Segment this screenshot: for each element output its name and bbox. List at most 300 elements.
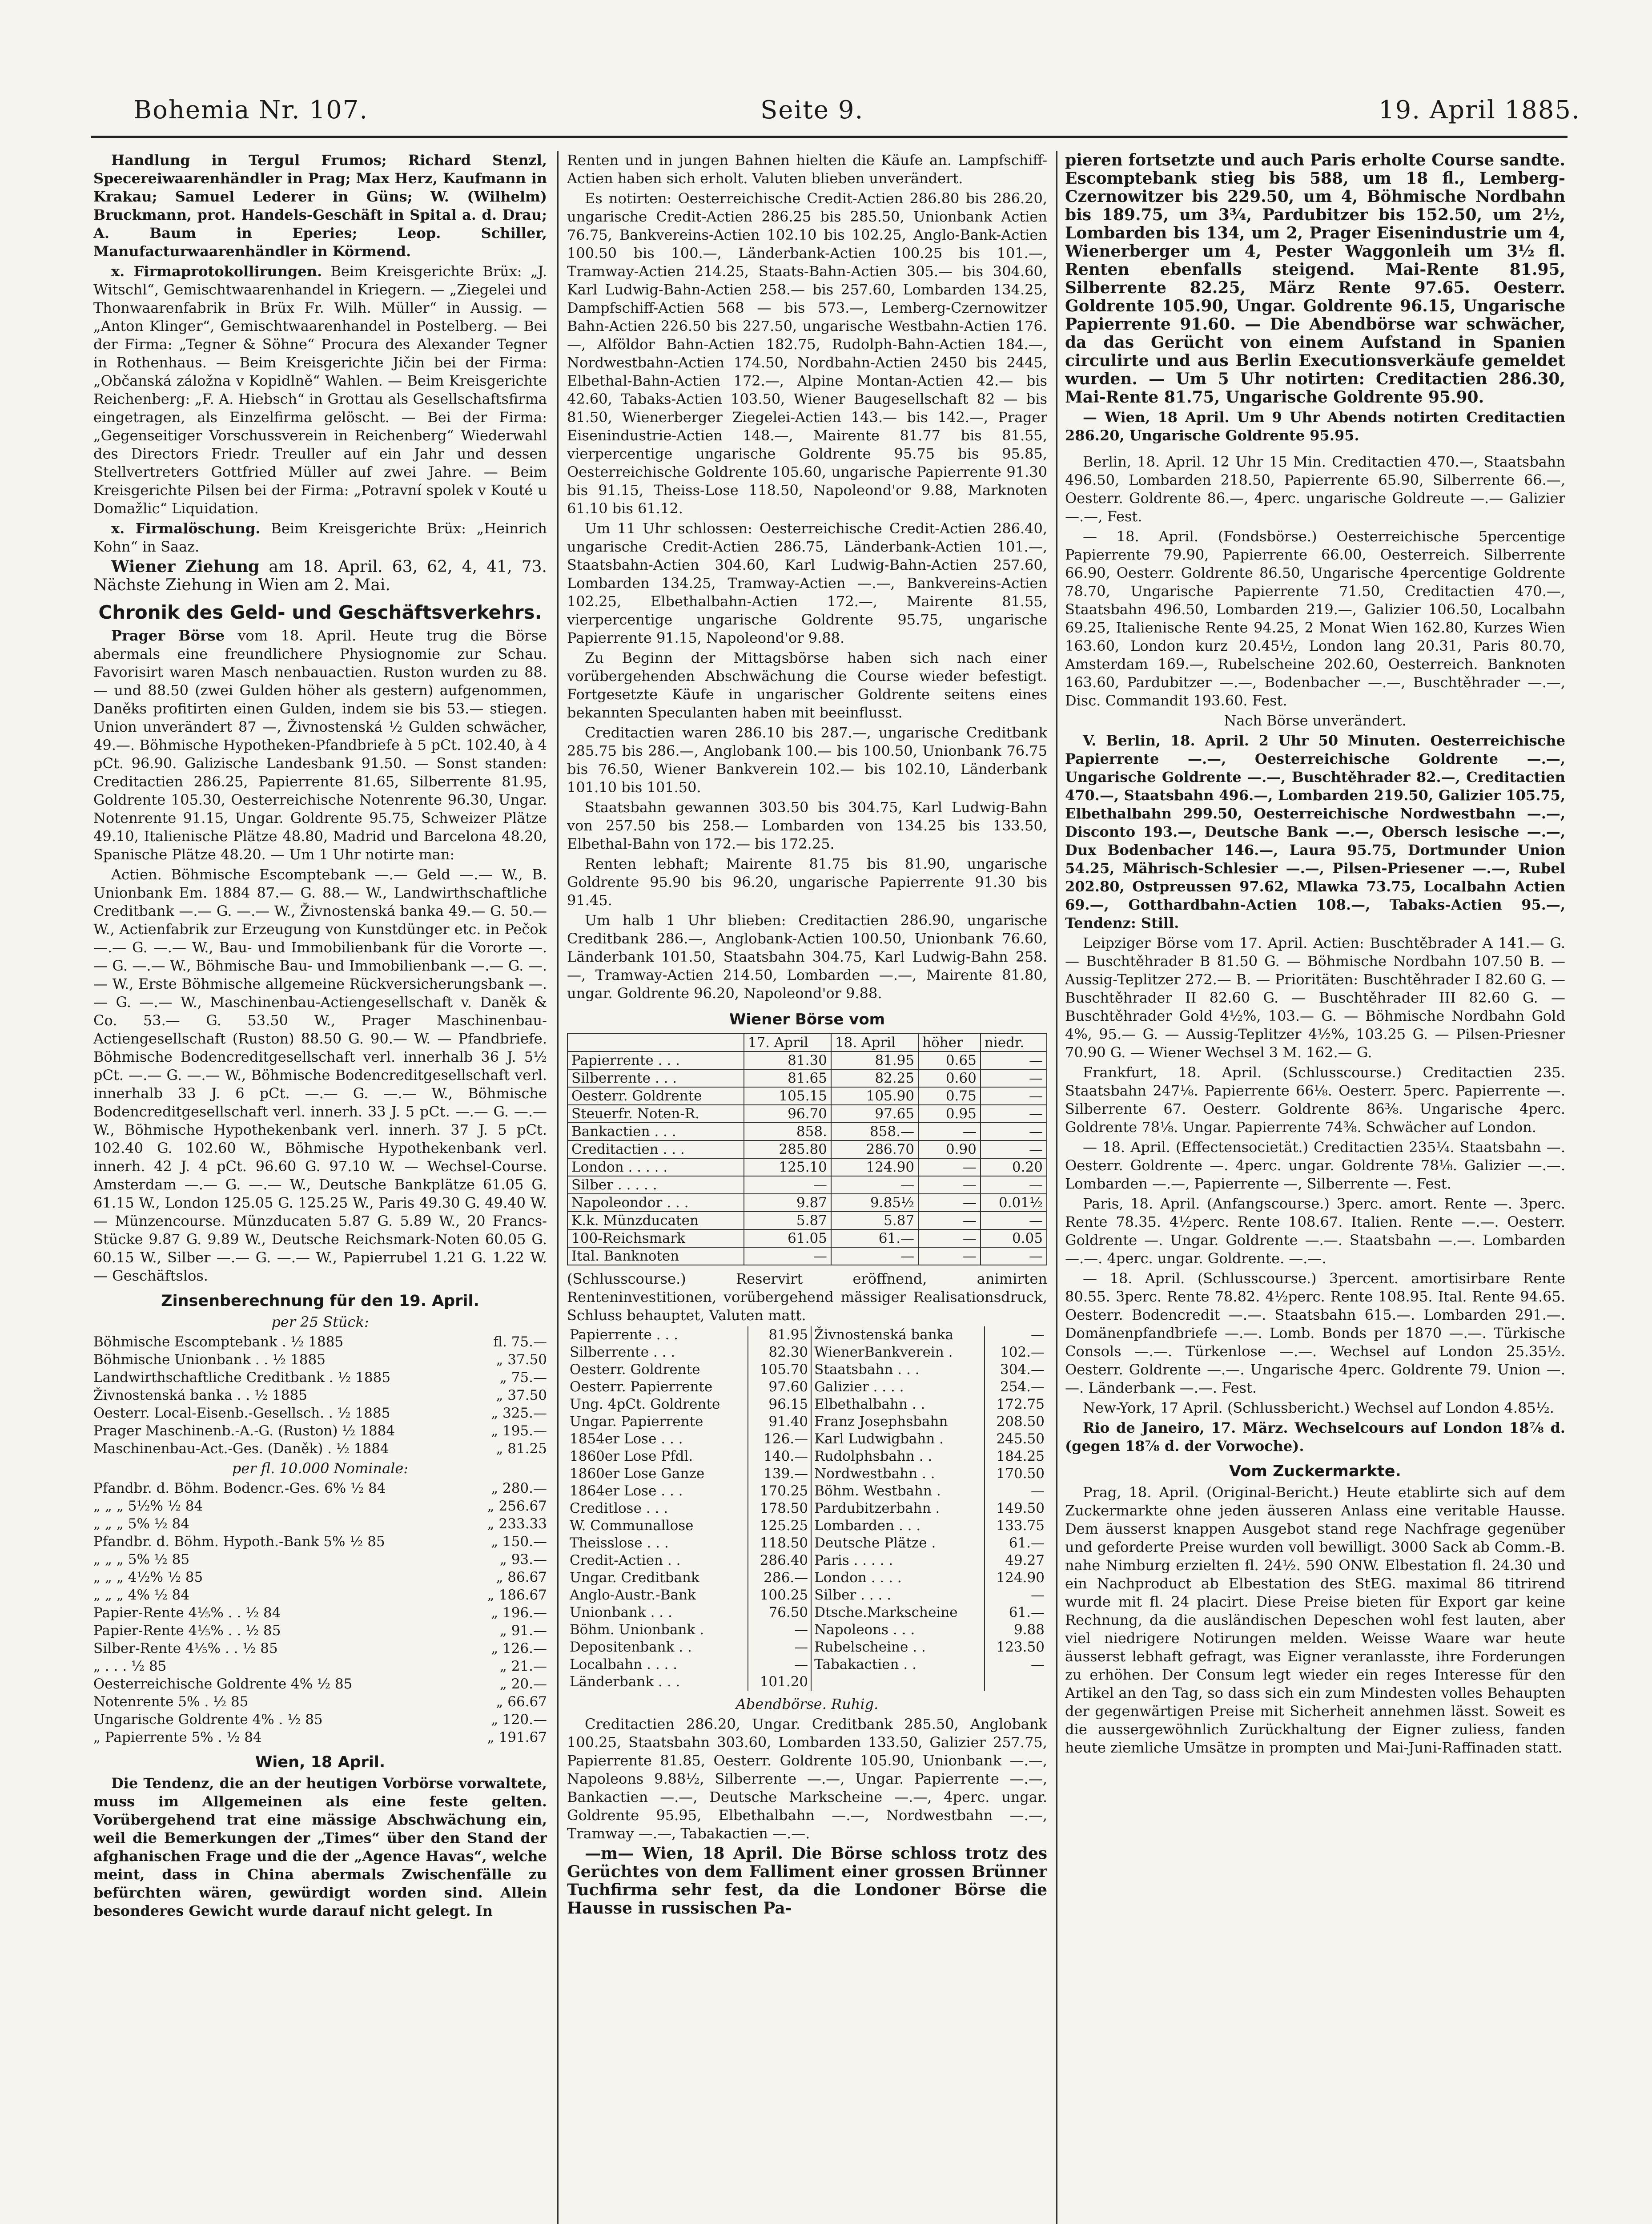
interest-list-2: [93, 1479, 547, 1746]
interest-item-value: „ 37.50: [496, 1387, 547, 1403]
table-cell: Oesterr. Goldrente: [567, 1087, 744, 1105]
col3-p2: — Wien, 18 April. Um 9 Uhr Abends notirten Creditactien 286.20, Ungarische Goldrente 95.95.: [1065, 409, 1565, 444]
table-cell: 9.87: [744, 1194, 831, 1212]
table-cell: Creditlose . . .: [567, 1500, 748, 1517]
table-cell: 96.15: [748, 1396, 811, 1413]
table-cell: 149.50: [996, 1500, 1045, 1516]
table-cell: Böhm. Unionbank .: [567, 1621, 748, 1639]
interest-item-value: „ 195.—: [491, 1423, 547, 1439]
table-cell: Ung. 4pCt. Goldrente: [567, 1396, 748, 1413]
interest-item-label: Oesterreichische Goldrente 4% ½ 85: [93, 1676, 353, 1692]
table-row: [567, 1656, 1047, 1673]
table-cell: Napoleondor . . .: [567, 1194, 744, 1212]
interest-item-value: „ 75.—: [499, 1370, 547, 1386]
table-cell: —: [981, 1140, 1047, 1158]
interest-item-label: Maschinenbau-Act.-Ges. (Daněk) . ½ 1884: [93, 1441, 389, 1457]
table-cell: 286.—: [748, 1569, 811, 1587]
table-cell: 105.70: [748, 1361, 811, 1378]
header-left: Bohemia Nr. 107.: [133, 96, 369, 125]
table-cell: Ital. Banknoten: [567, 1247, 744, 1265]
vienna-exchange-table: [567, 1033, 1047, 1265]
table-cell: 100.25: [748, 1587, 811, 1604]
vienna-heading: Wien, 18 April.: [255, 1753, 386, 1771]
table-cell: Oesterr. Goldrente: [567, 1361, 748, 1378]
table-cell: 61.—: [1009, 1604, 1045, 1620]
table-cell: 0.01½: [981, 1194, 1047, 1212]
interest-item-value: „ 120.—: [491, 1712, 547, 1728]
table-cell: 125.10: [744, 1158, 831, 1176]
table-cell: Lombarden . . .: [811, 1517, 985, 1535]
table-row: [567, 1229, 1047, 1247]
list-item: [93, 1604, 547, 1622]
interest-item-label: Landwirthschaftliche Creditbank . ½ 1885: [93, 1370, 391, 1386]
col2-p1: Renten und in jungen Bahnen hielten die Käufe an. Lampfschiff-Actien haben sich erholt. Valuten blieben unverändert.: [567, 152, 1047, 187]
table-cell: Localbahn . . . .: [567, 1656, 748, 1673]
table-cell: Depositenbank . .: [567, 1639, 748, 1656]
col2-p6: Staatsbahn gewannen 303.50 bis 304.75, Karl Ludwig-Bahn von 257.50 bis 258.— Lombarden von 134.25 bis 133.50, Elbethal-Bahn von 172.— bis 172.25.: [567, 799, 1047, 852]
table-cell: —: [981, 1212, 1047, 1229]
table-cell: 286.70: [831, 1140, 918, 1158]
interest-item-label: „ „ „ 4½% ½ 85: [93, 1569, 203, 1585]
col2-p5: Creditactien waren 286.10 bis 287.—, ungarische Creditbank 285.75 bis 286.—, Anglobank 100.— bis 100.50, Unionbank 76.75 bis 76.50, Wiener Bankverein 102.— bis 102.10, Länderbank 101.10 bis 101.50.: [567, 724, 1047, 796]
table-row: [567, 1158, 1047, 1176]
list-item: [93, 1369, 547, 1386]
interest-item-label: „ Papierrente 5% . ½ 84: [93, 1729, 262, 1745]
table-cell: 96.70: [744, 1105, 831, 1123]
berlin-report-3: Nach Börse unverändert.: [1224, 712, 1407, 729]
table-cell: Ungar. Papierrente: [567, 1413, 748, 1430]
interest-item-value: „ 93.—: [499, 1551, 547, 1567]
table-cell: Živnostenská banka: [811, 1326, 985, 1344]
table-cell: 286.40: [748, 1552, 811, 1569]
table-row: [567, 1052, 1047, 1069]
table-cell: 76.50: [748, 1604, 811, 1621]
table-header-cell: [567, 1034, 744, 1052]
table-cell: —: [831, 1176, 918, 1194]
sugar-market-heading: Vom Zuckermarkte.: [1229, 1463, 1401, 1480]
interest-item-value: „ 86.67: [496, 1569, 547, 1585]
table-cell: 105.90: [831, 1087, 918, 1105]
table-cell: [985, 1673, 1047, 1691]
list-item: [93, 1515, 547, 1533]
interest-item-label: Živnostenská banka . . ½ 1885: [93, 1387, 307, 1403]
interest-item-label: Pfandbr. d. Böhm. Hypoth.-Bank 5% ½ 85: [93, 1534, 385, 1550]
table-cell: 81.95: [748, 1326, 811, 1344]
table-row: [567, 1105, 1047, 1123]
closing-prices-table: [567, 1326, 1047, 1691]
list-item: [93, 1568, 547, 1586]
table-cell: —: [1031, 1327, 1045, 1343]
table-cell: 0.20: [981, 1158, 1047, 1176]
table-cell: Länderbank . . .: [567, 1673, 748, 1691]
table-cell: —: [918, 1194, 981, 1212]
table-row: [567, 1621, 1047, 1639]
list-item: [93, 1711, 547, 1728]
table-cell: 0.95: [918, 1105, 981, 1123]
table-cell: —: [748, 1656, 811, 1673]
table-cell: —: [918, 1212, 981, 1229]
table-row: [567, 1247, 1047, 1265]
table-row: [567, 1587, 1047, 1604]
column-rule-1: [557, 151, 559, 2224]
col2-p4: Zu Beginn der Mittagsbörse haben sich nach einer vorübergehenden Abschwächung die Course wieder befestigt. Fortgesetzte Käufe in ungarischer Goldrente seitens eines bekannten Speculanten haben mit beeinflusst.: [567, 649, 1047, 721]
col3-p1: pieren fortsetzte und auch Paris erholte Course sandte. Escomptebank stieg bis 588, um 18 fl., Lemberg-Czernowitzer bis 229.50, um 4, Böhmische Nordbahn bis 189.75, um 3¾, Pardubitzer bis 152.50, um 2½, Lombarden bis 134, um 2, Prager Eisenindustrie um 4, Wienerberger um 4, Pester Waggonleih um 3½ fl. Renten ebenfalls steigend. Mai-Rente 81.95, Silberrente 82.25, März Rente 97.65. Oesterr. Goldrente 105.90, Ungar. Goldrente 96.15, Ungarische Papierrente 91.60. — Die Abendbörse war schwächer, da das Gerücht von einem Aufstand in Spanien circulirte und aus Berlin Executionsverkäufe gemeldet wurden. — Um 5 Uhr notirten: Creditactien 286.30, Mai-Rente 81.75, Ungarische Goldrente 95.90.: [1065, 151, 1565, 407]
table-cell: —: [981, 1087, 1047, 1105]
table-row: [567, 1194, 1047, 1212]
table-cell: Bankactien . . .: [567, 1123, 744, 1140]
list-item: [93, 1675, 547, 1693]
table-cell: —: [981, 1069, 1047, 1087]
table-row: [567, 1087, 1047, 1105]
table-cell: 91.40: [748, 1413, 811, 1430]
col2-p2: Es notirten: Oesterreichische Credit-Actien 286.80 bis 286.20, ungarische Credit-Actien 286.25 bis 285.50, Unionbank Actien 76.75, Bankvereins-Actien 102.10 bis 102.25, Anglo-Bank-Actien 100.50 bis 100.—, Länderbank-Actien 100.25 bis 101.—, Tramway-Actien 214.25, Staats-Bahn-Actien 305.— bis 304.60, Karl Ludwig-Bahn-Actien 258.— bis 257.60, Lombarden 134.25, Dampfschiff-Actien 568 — bis 573.—, Lemberg-Czernowitzer Bahn-Actien 226.50 bis 227.50, ungarische Westbahn-Actien 176.—, Alföldor Bahn-Actien 182.75, Rudolph-Bahn-Actien 184.—, Nordwestbahn-Actien 174.50, Nordbahn-Actien 2450 bis 2445, Elbethal-Bahn-Actien 172.—, Alpine Montan-Actien 42.— bis 42.60, Tabaks-Actien 103.50, Wiener Baugesellschaft 82 — bis 81.50, Wienerberger Ziegelei-Actien 143.— bis 142.—, Prager Eisenindustrie-Actien 148.—, Mairente 81.77 bis 81.55, vierpercentige ungarische Goldrente 95.75 bis 95.85, Oesterreichische Goldrente 105.60, ungarische Papierrente 91.30 bis 91.15, Theiss-Lose 118.50, Napoleond'or 9.88, Marknoten 61.10 bis 61.12.: [567, 190, 1047, 517]
table-cell: Silberrente . . .: [567, 1069, 744, 1087]
table-cell: 61.—: [831, 1229, 918, 1247]
interest-calc-heading: Zinsenberechnung für den 19. April.: [161, 1292, 479, 1310]
table-cell: Silber . . . .: [811, 1587, 985, 1604]
table-cell: 126.—: [748, 1430, 811, 1448]
table-cell: 124.90: [996, 1570, 1045, 1586]
table-cell: K.k. Münzducaten: [567, 1212, 744, 1229]
prague-quotes-text: Actien. Böhmische Escomptebank —.— Geld —.— W., B. Unionbank Em. 1884 87.— G. 88.— W., Landwirthschaftliche Creditbank —.— G. —.— W., Živnostenská banka 49.— G. 50.— W., Actienfabrik zur Erzeugung von Kunstdünger etc. in Pečok —.— G. —.— W., Bau- und Immobilienbank für die Vororte —.— G. —.— W., Böhmische Bau- und Immobilienbank —.— G. —.— W., Erste Böhmische allgemeine Rückversicherungsbank —.— G. —.— W., Maschinenbau-Actiengesellschaft v. Daněk & Co. 53.— G. 53.50 W., Prager Maschinenbau-Actiengesellschaft (Ruston) 88.50 G. 90.— W. — Pfandbriefe. Böhmische Bodencreditgesellschaft verl. innerhalb 36 J. 5½ pCt. —.— G. —.— W., Böhmische Bodencreditgesellschaft verl. innerhalb 33 J. 6 pCt. —.— G. —.— W., Böhmische Bodencreditgesellschaft verl. innerh. 33 J. 5 pCt. —.— G. —.— W., Böhmische Hypothekenbank verl. innerh. 37 J. 5 pCt. 102.40 G. 102.60 W., Böhmische Hypothekenbank verl. innerh. 42 J. 4 pCt. 96.60 G. 97.10 W. — Wechsel-Course. Amsterdam —.— G. —.— W., Deutsche Bankplätze 61.05 G. 61.15 W., London 125.05 G. 125.25 W., Paris 49.30 G. 49.40 W. — Münzencourse. Münzducaten 5.87 G. 5.89 W., 20 Francs-Stücke 9.87 G. 9.89 W., Deutsche Reichsmark-Noten 60.05 G. 60.15 W., Silber —.— G. —.— W., Papierrubel 1.21 G. 1.22 W. — Geschäftslos.: [93, 866, 547, 1284]
table-row: [567, 1140, 1047, 1158]
interest-item-value: „ 196.—: [491, 1605, 547, 1621]
table-cell: Paris . . . . .: [811, 1552, 985, 1569]
table-cell: London . . . . .: [567, 1158, 744, 1176]
table-cell: 170.50: [996, 1466, 1045, 1482]
table-cell: 100-Reichsmark: [567, 1229, 744, 1247]
list-item: [93, 1551, 547, 1568]
table-row: [567, 1465, 1047, 1483]
table-header-cell: 17. April: [744, 1034, 831, 1052]
paris-report-2: — 18. April. (Schlusscourse.) 3percent. amortisirbare Rente 80.55. 3perc. Rente 78.82. 4½perc. Rente 108.95. Ital. Rente 94.65. Oesterr. Bodencredit —.—. Staatsbahn 615.—. Lombarden 291.—. Domänenpfandbriefe —.—. Lomb. Bonds per 1870 —.—. Türkische Consols —.—. Türkenlose —.—. Wechsel auf London 25.35½. Oesterr. Goldrente —.—. Ungarische 4perc. Goldrente 79. Union —.—. Länderbank —.—. Fest.: [1065, 1270, 1565, 1396]
table-cell: —: [1031, 1483, 1045, 1499]
interest-item-label: „ „ „ 5% ½ 85: [93, 1551, 190, 1567]
table-cell: Napoleons . . .: [811, 1621, 985, 1639]
lottery-heading: Wiener Ziehung: [111, 557, 260, 576]
list-item: [93, 1440, 547, 1458]
interest-item-value: „ 66.67: [496, 1694, 547, 1710]
table-cell: —: [744, 1247, 831, 1265]
sugar-market-text: Prag, 18. April. (Original-Bericht.) Heute etablirte sich auf dem Zuckermarkte ohne jeden äusseren Anlass eine veritable Hausse. Dem äusserst knappen Ausgebot stand rege Nachfrage gegenüber und geforderte Preise wurden voll bewilligt. 3000 Sack ab Comm.-B. nahe Nimburg erzielten fl. 24½. 590 ONW. Elbestation fl. 24.30 und ein Nachproduct ab Elbestation des StEG. maximal 86 titrirend wurde mit fl. 24 placirt. Diese Preise bieten für Export gar keine Rechnung, da die ausländischen Depeschen wohl fest lauten, aber viel niedrigere Notirungen melden. Weisse Waare war heute äusserst lebhaft gefragt, was Eigner veranlasste, ihre Forderungen zu erhöhen. Der Consum legt wieder ein reges Interesse für den Artikel an den Tag, so dass sich ein zum Mindesten volles Behaupten der gegenwärtigen Preise mit Sicherheit annehmen lässt. Soweit es die aussergewöhnlich Zurückhaltung der Eigner zuliess, fanden heute ziemliche Umsätze in prompten und Mai-Juni-Raffinaden statt.: [1065, 1484, 1565, 1756]
column-rule-2: [1056, 151, 1057, 2224]
frankfurt-report: Frankfurt, 18. April. (Schlusscourse.) Creditactien 235. Staatsbahn 247⅛. Papierrente 66⅛. Oesterr. 5perc. Papierrente —. Silberrente 67. Oesterr. Goldrente 86⅜. Ungarische 4perc. Goldrente 78⅛. Ungar. Papierrente 74⅜. Schwächer auf London.: [1065, 1064, 1565, 1136]
table-cell: 118.50: [748, 1535, 811, 1552]
closing-prices-intro: (Schlusscourse.) Reservirt eröffnend, animirten Renteninvestitionen, vorübergehend mässiger Realisationsdruck, Schluss behauptet, Valuten matt.: [567, 1270, 1047, 1324]
interest-item-label: Papier-Rente 4⅕% . . ½ 85: [93, 1623, 281, 1639]
interest-item-value: „ 91.—: [499, 1623, 547, 1639]
interest-item-value: fl. 75.—: [493, 1334, 547, 1350]
lottery-text: am 18. April. 63, 62, 4, 41, 73. Nächste Ziehung in Wien am 2. Mai.: [93, 558, 547, 594]
table-cell: —: [981, 1176, 1047, 1194]
interest-item-value: „ 256.67: [487, 1498, 547, 1514]
table-row: [567, 1212, 1047, 1229]
table-row: [567, 1176, 1047, 1194]
interest-item-label: Böhmische Unionbank . . ½ 1885: [93, 1352, 326, 1368]
list-item: [93, 1728, 547, 1746]
table-row: [567, 1517, 1047, 1535]
table-header-cell: höher: [918, 1034, 981, 1052]
table-cell: 9.88: [1013, 1622, 1045, 1638]
table-cell: 254.—: [1000, 1379, 1045, 1395]
column-2: [567, 151, 1047, 2224]
table-cell: 0.75: [918, 1087, 981, 1105]
table-cell: Pardubitzerbahn .: [811, 1500, 985, 1517]
interest-item-label: Ungarische Goldrente 4% . ½ 85: [93, 1712, 323, 1728]
berlin-report-1: Berlin, 18. April. 12 Uhr 15 Min. Creditactien 470.—, Staatsbahn 496.50, Lombarden 218.50, Papierrente 65.90, Silberrente 66.—, Oesterr. Goldrente 86.—, 4perc. ungarische Goldreute —.— Galizier —.—, Fest.: [1065, 453, 1565, 525]
table-cell: Franz Josephsbahn: [811, 1413, 985, 1430]
interest-calc-sub1: per 25 Stück:: [271, 1313, 369, 1330]
evening-exchange-heading: Abendbörse. Ruhig.: [736, 1696, 879, 1712]
table-cell: —: [918, 1158, 981, 1176]
interest-item-label: Pfandbr. d. Böhm. Bodencr.-Ges. 6% ½ 84: [93, 1480, 386, 1496]
col2-p7: Renten lebhaft; Mairente 81.75 bis 81.90, ungarische Goldrente 95.90 bis 96.20, ungarische Papierrente 91.30 bis 91.45.: [567, 855, 1047, 909]
table-cell: Rudolphsbahn . .: [811, 1448, 985, 1465]
table-cell: —: [918, 1229, 981, 1247]
interest-calc-sub2: per fl. 10.000 Nominale:: [232, 1460, 409, 1477]
insolvency-list: Handlung in Tergul Frumos; Richard Stenzl, Specereiwaarenhändler in Prag; Max Herz, Kaufmann in Krakau; Samuel Lederer in Güns; W. (Wilhelm) Bruckmann, prot. Handels-Geschäft in Spital a. d. Drau; A. Baum in Eperies; Leop. Schiller, Manufacturwaarenhändler in Körmend.: [93, 152, 547, 260]
list-item: [93, 1404, 547, 1422]
table-cell: 1854er Lose . . .: [567, 1430, 748, 1448]
table-cell: 0.60: [918, 1069, 981, 1087]
table-cell: 1860er Lose Ganze: [567, 1465, 748, 1483]
table-cell: 97.65: [831, 1105, 918, 1123]
table-cell: Papierrente . . .: [567, 1326, 748, 1344]
interest-item-label: „ „ „ 5½% ½ 84: [93, 1498, 203, 1514]
newyork-report: New-York, 17 April. (Schlussbericht.) Wechsel auf London 4.85½.: [1083, 1399, 1554, 1416]
column-3: [1065, 151, 1565, 2224]
table-cell: 49.27: [1005, 1552, 1045, 1568]
table-cell: 81.30: [744, 1052, 831, 1069]
berlin-report-2: — 18. April. (Fondsbörse.) Oesterreichische 5percentige Papierrente 79.90, Papierrente 66.00, Oesterreich. Silberrente 66.90, Oesterr. Goldrente 86.50, Ungarische 4percentige Goldrente 78.70, Ungarische Papierrente 71.50, Creditactien 470.—, Staatsbahn 496.50, Lombarden 219.—, Galizier 106.50, Localbahn 69.25, Italienische Rente 94.25, 2 Monat Wien 162.80, Kurzes Wien 163.60, London kurz 20.45½, London lang 20.31, Paris 80.70, Amsterdam 169.—, Rubelscheine 202.60, Oesterreich. Banknoten 163.60, Pardubitzer —.—, Bodenbacher —.—, Buschtěhrader —.—, Disc. Commandit 193.60. Fest.: [1065, 528, 1565, 709]
prague-exchange-heading: Prager Börse: [111, 627, 225, 644]
table-cell: 5.87: [744, 1212, 831, 1229]
table-row: [567, 1430, 1047, 1448]
table-cell: 172.75: [996, 1396, 1045, 1412]
interest-item-value: „ 186.67: [487, 1587, 547, 1603]
table-cell: 123.50: [996, 1639, 1045, 1655]
table-cell: 858.—: [831, 1123, 918, 1140]
firm-registrations-heading: x. Firmaprotokollirungen.: [111, 263, 322, 280]
table-cell: Steuerfr. Noten-R.: [567, 1105, 744, 1123]
table-cell: 0.90: [918, 1140, 981, 1158]
table-cell: 858.: [744, 1123, 831, 1140]
table-cell: 9.85½: [831, 1194, 918, 1212]
table-cell: 61.—: [1009, 1535, 1045, 1551]
header-date: 19. April 1885.: [1379, 96, 1580, 125]
table-cell: 81.65: [744, 1069, 831, 1087]
table-row: [567, 1396, 1047, 1413]
table-cell: —: [981, 1247, 1047, 1265]
table-cell: 124.90: [831, 1158, 918, 1176]
table-row: [567, 1378, 1047, 1396]
rio-report: Rio de Janeiro, 17. März. Wechselcours auf London 18⅞ d. (gegen 18⅞ d. der Vorwoche).: [1065, 1419, 1565, 1454]
table-header-row: [567, 1034, 1047, 1052]
table-cell: W. Communallose: [567, 1517, 748, 1535]
prague-exchange-text: vom 18. April. Heute trug die Börse abermals eine freundlichere Physiognomie zur Schau. Favorisirt waren Masch nenbauactien. Ruston wurden zu 88.— und 88.50 (zwei Gulden höher als gestern) aufgenommen, Daněks profitirten einen Gulden, indem sie bis 53.— stiegen. Union unverändert 87 —, Živnostenská ½ Gulden schwächer, 49.—. Böhmische Hypotheken-Pfandbriefe à 5 pCt. 102.40, à 4 pCt. 96.90. Galizische Landesbank 91.50. — Sonst standen: Creditactien 286.25, Papierrente 81.65, Silberrente 81.95, Goldrente 105.30, Oesterreichische Notenrente 96.30, Ungar. Notenrente 91.15, Ungar. Goldrente 95.75, Schweizer Plätze 49.10, Italienische Plätze 48.80, Madrid und Barcelona 48.20, Spanische Plätze 48.20. — Um 1 Uhr notirte man:: [93, 627, 547, 863]
table-cell: —: [748, 1621, 811, 1639]
table-cell: Deutsche Plätze .: [811, 1535, 985, 1552]
table-cell: Galizier . . . .: [811, 1378, 985, 1396]
table-cell: Nordwestbahn . .: [811, 1465, 985, 1483]
table-row: [567, 1569, 1047, 1587]
table-cell: 0.65: [918, 1052, 981, 1069]
table-cell: —: [748, 1639, 811, 1656]
table-cell: 1860er Lose Pfdl.: [567, 1448, 748, 1465]
table-cell: Theisslose . . .: [567, 1535, 748, 1552]
table-cell: Böhm. Westbahn .: [811, 1483, 985, 1500]
table-cell: —: [1031, 1587, 1045, 1603]
table-cell: Silber . . . . .: [567, 1176, 744, 1194]
table-cell: 105.15: [744, 1087, 831, 1105]
table-cell: 139.—: [748, 1465, 811, 1483]
table-cell: 97.60: [748, 1378, 811, 1396]
interest-item-label: „ . . . ½ 85: [93, 1658, 167, 1674]
table-cell: —: [831, 1247, 918, 1265]
table-cell: Staatsbahn . . .: [811, 1361, 985, 1378]
table-cell: Tabakactien . .: [811, 1656, 985, 1673]
vienna-text: Die Tendenz, die an der heutigen Vorbörse vorwaltete, muss im Allgemeinen als eine feste gelten. Vorübergehend trat eine mässige Abschwächung ein, weil die Bemerkungen der „Times“ über den Stand der afghanischen Frage und die der „Agence Havas“, welche meint, dass in China abermals Zwischenfälle zu befürchten wären, gewürdigt worden sind. Allein besonderes Gewicht wurde darauf nicht gelegt. In: [93, 1775, 547, 1919]
list-item: [93, 1586, 547, 1604]
table-row: [567, 1344, 1047, 1361]
interest-item-label: „ „ „ 5% ½ 84: [93, 1516, 190, 1532]
table-cell: 184.25: [996, 1448, 1045, 1464]
table-row: [567, 1604, 1047, 1621]
interest-item-label: Oesterr. Local-Eisenb.-Gesellsch. . ½ 1885: [93, 1405, 390, 1421]
table-cell: 178.50: [748, 1500, 811, 1517]
table-cell: Ungar. Creditbank: [567, 1569, 748, 1587]
table-cell: —: [744, 1176, 831, 1194]
interest-item-label: Böhmische Escomptebank . ½ 1885: [93, 1334, 344, 1350]
vienna-telegram: —m— Wien, 18 April. Die Börse schloss trotz des Gerüchtes von dem Falliment einer grossen Brünner Tuchfirma sehr fest, da die Londoner Börse die Hausse in russischen Pa-: [567, 1844, 1047, 1918]
list-item: [93, 1351, 547, 1369]
table-cell: Rubelscheine . .: [811, 1639, 985, 1656]
interest-list-1: [93, 1333, 547, 1458]
table-cell: Oesterr. Papierrente: [567, 1378, 748, 1396]
interest-item-value: „ 37.50: [496, 1352, 547, 1368]
column-1: [93, 151, 547, 2224]
table-row: [567, 1483, 1047, 1500]
chronicle-heading: Chronik des Geld- und Geschäftsverkehrs.: [98, 601, 542, 623]
table-cell: 1864er Lose . . .: [567, 1483, 748, 1500]
table-cell: 245.50: [996, 1431, 1045, 1447]
table-cell: 304.—: [1000, 1362, 1045, 1378]
table-cell: Elbethalbahn . .: [811, 1396, 985, 1413]
interest-item-label: Papier-Rente 4⅕% . . ½ 84: [93, 1605, 281, 1621]
interest-item-label: Notenrente 5% . ½ 85: [93, 1694, 249, 1710]
table-header-cell: niedr.: [981, 1034, 1047, 1052]
col2-p3: Um 11 Uhr schlossen: Oesterreichische Credit-Actien 286.40, ungarische Credit-Actien 286.75, Länderbank-Actien 101.—, Staatsbahn-Actien 304.60, Karl Ludwig-Bahn-Actien 257.60, Lombarden 134.25, Tramway-Actien —.—, Bankvereins-Actien 102.25, Elbethalbahn-Actien 172.—, Mairente 81.55, vierpercentige ungarische Goldrente 95.75, ungarische Papierrente 91.15, Napoleond'or 9.88.: [567, 520, 1047, 646]
list-item: [93, 1533, 547, 1551]
interest-item-label: Prager Maschinenb.-A.-G. (Ruston) ½ 1884: [93, 1423, 395, 1439]
table-cell: 5.87: [831, 1212, 918, 1229]
table-row: [567, 1361, 1047, 1378]
table-cell: Silberrente . . .: [567, 1344, 748, 1361]
firm-deletion-text: Beim Kreisgerichte Brüx: „Heinrich Kohn“ in Saaz.: [93, 520, 547, 555]
table-cell: 133.75: [996, 1518, 1045, 1534]
table-cell: 101.20: [748, 1673, 811, 1691]
table-row: [567, 1639, 1047, 1656]
list-item: [93, 1386, 547, 1404]
interest-item-value: „ 280.—: [491, 1480, 547, 1496]
table-row: [567, 1673, 1047, 1691]
firm-deletion-heading: x. Firmalöschung.: [111, 520, 261, 537]
list-item: [93, 1333, 547, 1351]
frankfurt-report-2: — 18. April. (Effectensocietät.) Creditactien 235¼. Staatsbahn —. Oesterr. Goldrente —. 4perc. ungar. Goldrente 78⅛. Galizier —.—. Lombarden —.—, Papierrente —, Silberrente —. Fest.: [1065, 1139, 1565, 1192]
table-cell: 81.95: [831, 1052, 918, 1069]
interest-item-value: „ 325.—: [491, 1405, 547, 1421]
table-cell: Karl Ludwigbahn .: [811, 1430, 985, 1448]
table-header-cell: 18. April: [831, 1034, 918, 1052]
table-cell: Credit-Actien . .: [567, 1552, 748, 1569]
table-cell: 102.—: [1000, 1344, 1045, 1360]
list-item: [93, 1497, 547, 1515]
table-cell: 0.05: [981, 1229, 1047, 1247]
interest-item-value: „ 21.—: [499, 1658, 547, 1674]
vienna-exchange-table-title: Wiener Börse vom: [729, 1011, 885, 1028]
table-cell: Creditactien . . .: [567, 1140, 744, 1158]
interest-item-value: „ 126.—: [491, 1640, 547, 1656]
table-row: [567, 1448, 1047, 1465]
table-cell: —: [981, 1123, 1047, 1140]
table-row: [567, 1500, 1047, 1517]
table-cell: [811, 1673, 985, 1691]
firm-registrations-text: Beim Kreisgerichte Brüx: „J. Witschl“, Gemischtwaarenhandel in Kriegern. — „Ziegelei und Thonwaarenfabrik in Brüx Fr. Wilh. Müller“ in Aussig. — „Anton Klinger“, Gemischtwaarenhandel in Postelberg. — Bei der Firma: „Tegner & Söhne“ Procura des Alexander Tegner in Rothenhaus. — Beim Kreisgerichte Jičin bei der Firma: „Občanská záložna v Kopidlně“ Wahlen. — Beim Kreisgerichte Reichenberg: „F. A. Hiebsch“ in Grottau als Gesellschaftsfirma eingetragen, als Einzelfirma gelöscht. — Bei der Firma: „Gegenseitiger Vorschussverein in Reichenberg“ Wiederwahl des Directors Friedr. Treuller auf ein Jahr und dessen Stellvertreters Gottfried Müller auf zwei Jahre. — Beim Kreisgerichte Pilsen bei der Firma: „Potravní spolek v Kouté u Domažlic“ Liquidation.: [93, 263, 547, 517]
interest-item-label: Silber-Rente 4⅕% . . ½ 85: [93, 1640, 278, 1656]
table-cell: 82.25: [831, 1069, 918, 1087]
table-cell: London . . . .: [811, 1569, 985, 1587]
table-cell: 208.50: [996, 1414, 1045, 1430]
table-cell: —: [1031, 1656, 1045, 1672]
berlin-report-4: V. Berlin, 18. April. 2 Uhr 50 Minuten. Oesterreichische Papierrente —.—, Oesterreichische Goldrente —.—, Ungarische Goldrente —.—, Buschtěhrader 82.—, Creditactien 470.—, Staatsbahn 496.—, Lombarden 219.50, Galizier 105.75, Elbethalbahn 299.50, Oesterreichische Nordwestbahn —.—, Disconto 193.—, Deutsche Bank —.—, Obersch lesische —.—, Dux Bodenbacher 146.—, Laura 95.75, Dortmunder Union 54.25, Mährisch-Schlesier —.—, Pilsen-Priesener —.—, Rubel 202.80, Ostpreussen 97.62, Mlawka 73.75, Localbahn Actien 69.—, Gotthardbahn-Actien 108.—, Tabaks-Actien 95.—, Tendenz: Still.: [1065, 732, 1565, 931]
interest-item-value: „ 20.—: [499, 1676, 547, 1692]
table-row: [567, 1552, 1047, 1569]
list-item: [93, 1479, 547, 1497]
paris-report: Paris, 18. April. (Anfangscourse.) 3perc. amort. Rente —. 3perc. Rente 78.35. 4½perc. Rente 108.67. Italien. Rente —.—. Oesterr. Goldrente —. Ungar. Goldrente —.—. Staatsbahn —.—. Lombarden —.—. 4perc. ungar. Goldrente. —.—.: [1065, 1195, 1565, 1267]
leipzig-report: Leipziger Börse vom 17. April. Actien: Buschtěbrader A 141.— G. — Buschtěhrader B 81.50 G. — Böhmische Nordbahn 107.50 B. — Aussig-Teplitzer 272.— B. — Prioritäten: Buschtěhrader I 82.60 G. — Buschtěhrader II 82.60 G. — Buschtěhrader III 82.60 G. — Buschtěhrader Gold 4½%, 103.— G. — Böhmische Nordbahn Gold 4%, 95.— G. — Aussig-Teplitzer 4½%, 103.25 G. — Pilsen-Priesner 70.90 G. — Wiener Wechsel 3 M. 162.— G.: [1065, 935, 1565, 1061]
table-cell: 82.30: [748, 1344, 811, 1361]
table-cell: 170.25: [748, 1483, 811, 1500]
table-cell: —: [981, 1052, 1047, 1069]
interest-item-value: „ 191.67: [487, 1729, 547, 1745]
header-page-number: Seite 9.: [760, 96, 864, 125]
table-row: [567, 1535, 1047, 1552]
list-item: [93, 1622, 547, 1640]
table-cell: 285.80: [744, 1140, 831, 1158]
table-cell: Anglo-Austr.-Bank: [567, 1587, 748, 1604]
table-cell: Papierrente . . .: [567, 1052, 744, 1069]
table-cell: —: [918, 1247, 981, 1265]
col2-p8: Um halb 1 Uhr blieben: Creditactien 286.90, ungarische Creditbank 286.—, Anglobank-Actien 100.50, Unionbank 76.60, Länderbank 101.50, Staatsbahn 304.75, Karl Ludwig-Bahn 258.—, Tramway-Actien 214.50, Lombarden —.—, Mairente 81.80, ungar. Goldrente 96.20, Napoleond'or 9.88.: [567, 912, 1047, 1002]
table-cell: —: [918, 1123, 981, 1140]
table-row: [567, 1326, 1047, 1344]
header-rule: [91, 136, 1568, 138]
interest-item-value: „ 150.—: [491, 1534, 547, 1550]
table-row: [567, 1123, 1047, 1140]
interest-item-value: „ 81.25: [496, 1441, 547, 1457]
table-cell: 140.—: [748, 1448, 811, 1465]
interest-item-label: „ „ „ 4% ½ 84: [93, 1587, 190, 1603]
table-cell: 125.25: [748, 1517, 811, 1535]
table-cell: WienerBankverein .: [811, 1344, 985, 1361]
table-cell: —: [981, 1105, 1047, 1123]
list-item: [93, 1657, 547, 1675]
list-item: [93, 1640, 547, 1657]
table-cell: 61.05: [744, 1229, 831, 1247]
table-cell: Unionbank . . .: [567, 1604, 748, 1621]
table-cell: —: [918, 1176, 981, 1194]
table-row: [567, 1069, 1047, 1087]
